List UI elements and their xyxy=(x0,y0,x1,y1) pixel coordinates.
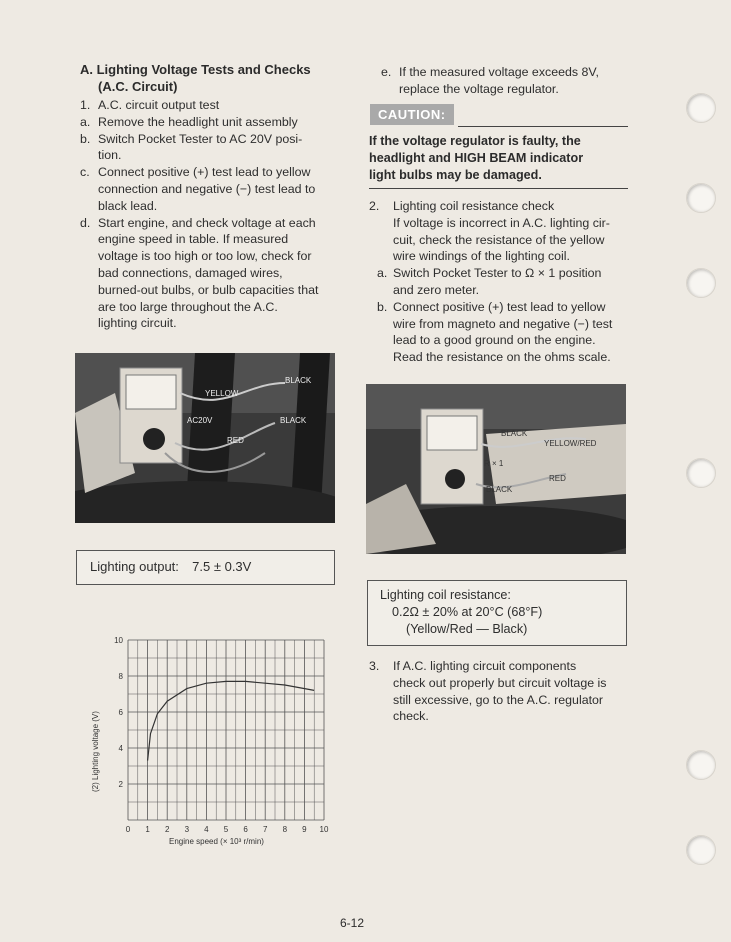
tester-photo-ac-voltage xyxy=(75,353,335,523)
x-axis-label: Engine speed (× 10³ r/min) xyxy=(169,837,264,846)
line: check. xyxy=(393,709,429,724)
line: tion. xyxy=(98,148,122,163)
line: voltage is too high or too low, check for xyxy=(98,249,312,264)
photo-label: RED xyxy=(227,436,244,445)
y-tick-label: 2 xyxy=(118,780,123,789)
line: Connect positive (+) test lead to yellow xyxy=(393,299,606,314)
line: If A.C. lighting circuit components xyxy=(393,659,577,673)
step-3 xyxy=(369,658,627,725)
line: wire from magneto and negative (−) test xyxy=(393,316,613,331)
caution-text xyxy=(369,133,627,184)
x-tick-label: 7 xyxy=(262,825,268,834)
photo-label: YELLOW/RED xyxy=(544,439,597,448)
caution-rule-bottom xyxy=(369,188,628,189)
line: still excessive, go to the A.C. regulator xyxy=(393,692,604,707)
step-marker: c. xyxy=(80,165,90,180)
photo-label: BLACK xyxy=(285,376,312,385)
line: headlight and HIGH BEAM indicator xyxy=(369,151,584,165)
series-line xyxy=(148,681,315,760)
line: black lead. xyxy=(98,198,158,213)
line: wire windings of the lighting coil. xyxy=(393,249,571,264)
step-2-block xyxy=(369,198,627,366)
photo-label: AC20V xyxy=(187,416,213,425)
step-marker: 2. xyxy=(369,199,380,213)
line: lead to a good ground on the engine. xyxy=(393,333,596,348)
step-1b xyxy=(80,131,336,165)
x-tick-label: 0 xyxy=(125,825,131,834)
step-2b xyxy=(369,299,627,366)
x-tick-label: 10 xyxy=(319,825,329,834)
binder-hole xyxy=(686,835,716,865)
photo-label: BLACK xyxy=(486,485,513,494)
y-tick-label: 10 xyxy=(114,636,123,645)
photo-illustration xyxy=(366,384,626,554)
line: are too large throughout the A.C. xyxy=(98,299,278,314)
caution-label: CAUTION: xyxy=(370,104,454,125)
photo-label: YELLOW xyxy=(205,389,239,398)
line: Read the resistance on the ohms scale. xyxy=(393,350,611,365)
step-1 xyxy=(80,97,336,114)
graph-svg xyxy=(84,632,334,850)
section-a-text xyxy=(80,61,336,332)
line: If the measured voltage exceeds 8V, xyxy=(399,65,599,79)
y-tick-label: 4 xyxy=(118,744,123,753)
x-tick-label: 8 xyxy=(282,825,288,834)
x-tick-label: 9 xyxy=(302,825,307,834)
page-number: 6-12 xyxy=(340,916,365,930)
tester-photo-coil-resistance xyxy=(366,384,626,554)
step-1a xyxy=(80,114,336,131)
spec-value: 7.5 ± 0.3V xyxy=(192,559,252,574)
y-tick-label: 6 xyxy=(118,708,123,717)
step-1d xyxy=(80,215,336,333)
x-tick-label: 1 xyxy=(145,825,150,834)
step-1c xyxy=(80,164,336,214)
y-tick-label: 8 xyxy=(118,672,123,681)
x-tick-label: 3 xyxy=(184,825,190,834)
section-title-line: A. Lighting Voltage Tests and Checks xyxy=(80,62,311,77)
spec-lines xyxy=(380,587,542,638)
photo-label: RED xyxy=(549,474,566,483)
line: Connect positive (+) test lead to yellow xyxy=(98,165,311,180)
spec-line: Lighting coil resistance: xyxy=(380,588,511,602)
step-marker: 1. xyxy=(80,98,91,112)
line: Switch Pocket Tester to AC 20V posi- xyxy=(98,131,303,146)
section-title xyxy=(80,61,336,95)
line: replace the voltage regulator. xyxy=(399,81,559,96)
step-marker: a. xyxy=(377,266,388,281)
photo-illustration xyxy=(75,353,335,523)
step-marker: 3. xyxy=(369,659,380,673)
x-tick-label: 2 xyxy=(164,825,170,834)
step-1e xyxy=(381,64,626,98)
x-tick-label: 5 xyxy=(223,825,229,834)
x-tick-label: 4 xyxy=(204,825,209,834)
binder-hole xyxy=(686,93,716,123)
step-marker: b. xyxy=(377,299,388,314)
line: If the voltage regulator is faulty, the xyxy=(369,134,581,148)
binder-hole xyxy=(686,458,716,488)
step-marker: b. xyxy=(80,131,91,146)
line: connection and negative (−) test lead to xyxy=(98,181,316,196)
line: lighting circuit. xyxy=(98,316,177,331)
caution-rule-top xyxy=(458,126,628,127)
binder-hole xyxy=(686,750,716,780)
step-marker: d. xyxy=(80,215,91,230)
spec-line: 0.2Ω ± 20% at 20°C (68°F) xyxy=(392,605,543,619)
line: Lighting coil resistance check xyxy=(393,199,555,213)
line: and zero meter. xyxy=(393,282,480,297)
line: engine speed in table. If measured xyxy=(98,232,289,247)
step-2 xyxy=(369,198,627,265)
step-marker: e. xyxy=(381,65,392,79)
line: light bulbs may be damaged. xyxy=(369,168,542,182)
line: Remove the headlight unit assembly xyxy=(98,114,298,129)
y-axis-label: (2) Lighting voltage (V) xyxy=(91,711,100,792)
line: burned-out bulbs, or bulb capacities that xyxy=(98,282,319,297)
lighting-voltage-graph xyxy=(84,632,334,850)
spec-line xyxy=(90,559,251,576)
lighting-output-spec xyxy=(76,550,335,585)
photo-label: BLACK xyxy=(280,416,307,425)
line: Start engine, and check voltage at each xyxy=(98,215,316,230)
photo-label: BLACK xyxy=(501,429,528,438)
photo-label: R × 1 xyxy=(484,459,504,468)
binder-hole xyxy=(686,183,716,213)
line: If voltage is incorrect in A.C. lighting cir- xyxy=(393,215,610,230)
spec-label: Lighting output: xyxy=(90,559,179,574)
line: Switch Pocket Tester to Ω × 1 position xyxy=(393,266,602,281)
line: check out properly but circuit voltage is xyxy=(393,675,607,690)
step-2a xyxy=(369,265,627,299)
step-text: A.C. circuit output test xyxy=(98,98,220,112)
line: bad connections, damaged wires, xyxy=(98,265,283,280)
coil-resistance-spec xyxy=(367,580,627,646)
line: cuit, check the resistance of the yellow xyxy=(393,232,605,247)
spec-line: (Yellow/Red — Black) xyxy=(406,622,528,636)
section-title-line: (A.C. Circuit) xyxy=(98,79,178,94)
x-tick-label: 6 xyxy=(243,825,248,834)
binder-hole xyxy=(686,268,716,298)
step-marker: a. xyxy=(80,114,91,129)
